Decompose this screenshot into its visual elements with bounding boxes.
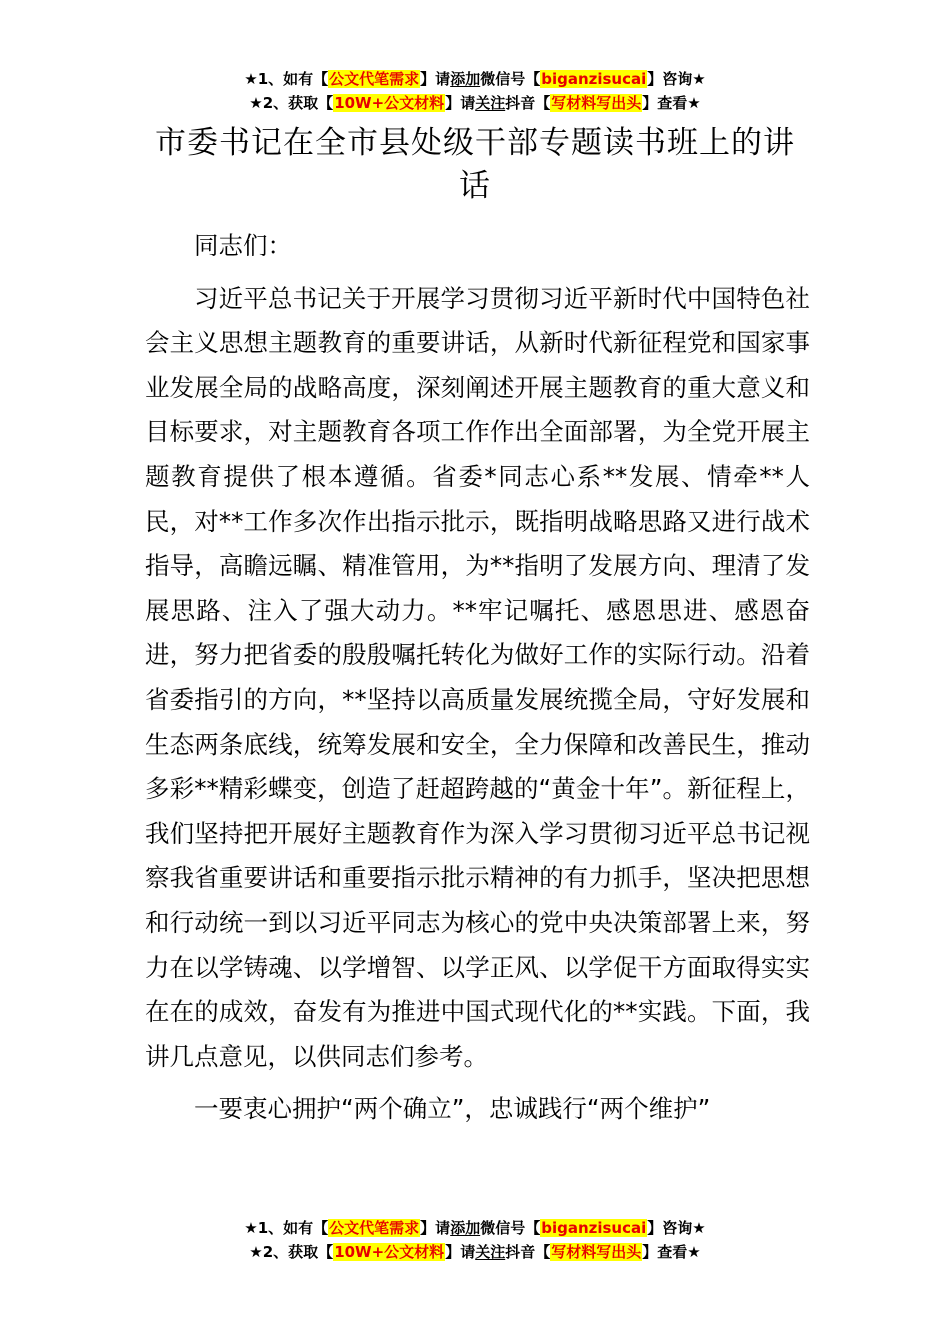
promo-underlined: 关注 bbox=[475, 94, 506, 112]
promo-highlight: 10W+公文材料 bbox=[334, 1243, 445, 1261]
document-body bbox=[145, 224, 810, 1132]
promo-text: 】咨询★ bbox=[647, 70, 706, 88]
promo-highlight: 写材料写出头 bbox=[551, 94, 642, 112]
promo-banner-bottom bbox=[0, 1216, 950, 1264]
promo-line-2 bbox=[0, 1240, 950, 1264]
promo-text: 微信号【 bbox=[480, 70, 541, 88]
promo-underlined: 添加 bbox=[450, 70, 481, 88]
promo-highlight: biganzisucai bbox=[541, 1219, 647, 1237]
body-paragraph: 习近平总书记关于开展学习贯彻习近平新时代中国特色社会主义思想主题教育的重要讲话，从新时代新征程党和国家事业发展全局的战略高度，深刻阐述开展主题教育的重大意义和目标要求，对主题教育各项工作作出全面部署，为全党开展主题教育提供了根本遵循。省委*同志心系**发展、情牵**人民，对**工作多次作出指示批示，既指明战略思路又进行战术指导，高瞻远瞩、精准管用，为**指明了发展方向、理清了发展思路、注入了强大动力。**牢记嘱托、感恩思进、感恩奋进，努力把省委的殷殷嘱托转化为做好工作的实际行动。沿着省委指引的方向，**坚持以高质量发展统揽全局，守好发展和生态两条底线，统筹发展和安全，全力保障和改善民生，推动多彩**精彩蝶变，创造了赶超跨越的“黄金十年”。新征程上，我们坚持把开展好主题教育作为深入学习贯彻习近平总书记视察我省重要讲话和重要指示批示精神的有力抓手，坚决把思想和行动统一到以习近平同志为核心的党中央决策部署上来，努力在以学铸魂、以学增智、以学正风、以学促干方面取得实实在在的成效，奋发有为推进中国式现代化的**实践。下面，我讲几点意见，以供同志们参考。 bbox=[145, 283, 810, 1071]
promo-text: 】查看★ bbox=[642, 1243, 701, 1261]
promo-text: 】请 bbox=[445, 1243, 476, 1261]
promo-banner-top bbox=[0, 67, 950, 115]
promo-highlight: 公文代笔需求 bbox=[329, 1219, 420, 1237]
promo-highlight: 10W+公文材料 bbox=[334, 94, 445, 112]
document-title: 市委书记在全市县处级干部专题读书班上的讲话 bbox=[155, 125, 795, 204]
salutation: 同志们： bbox=[194, 231, 292, 260]
promo-text: 抖音【 bbox=[505, 94, 551, 112]
promo-underlined: 关注 bbox=[475, 1243, 506, 1261]
promo-highlight: 写材料写出头 bbox=[551, 1243, 642, 1261]
section-heading: 一要衷心拥护“两个确立”，忠诚践行“两个维护” bbox=[194, 1094, 711, 1124]
promo-text: ★2、获取【 bbox=[249, 1243, 334, 1261]
promo-text: ★2、获取【 bbox=[249, 94, 334, 112]
promo-text: 】请 bbox=[420, 70, 451, 88]
promo-underlined: 添加 bbox=[450, 1219, 481, 1237]
promo-text: ★1、如有【 bbox=[244, 1219, 329, 1237]
promo-line-1 bbox=[0, 67, 950, 91]
promo-highlight: biganzisucai bbox=[541, 70, 647, 88]
promo-text: 】请 bbox=[420, 1219, 451, 1237]
promo-text: 】请 bbox=[445, 94, 476, 112]
promo-text: 抖音【 bbox=[505, 1243, 551, 1261]
promo-highlight: 公文代笔需求 bbox=[329, 70, 420, 88]
promo-line-2 bbox=[0, 91, 950, 115]
promo-text: ★1、如有【 bbox=[244, 70, 329, 88]
promo-text: 】咨询★ bbox=[647, 1219, 706, 1237]
promo-line-1 bbox=[0, 1216, 950, 1240]
promo-text: 微信号【 bbox=[480, 1219, 541, 1237]
promo-text: 】查看★ bbox=[642, 94, 701, 112]
